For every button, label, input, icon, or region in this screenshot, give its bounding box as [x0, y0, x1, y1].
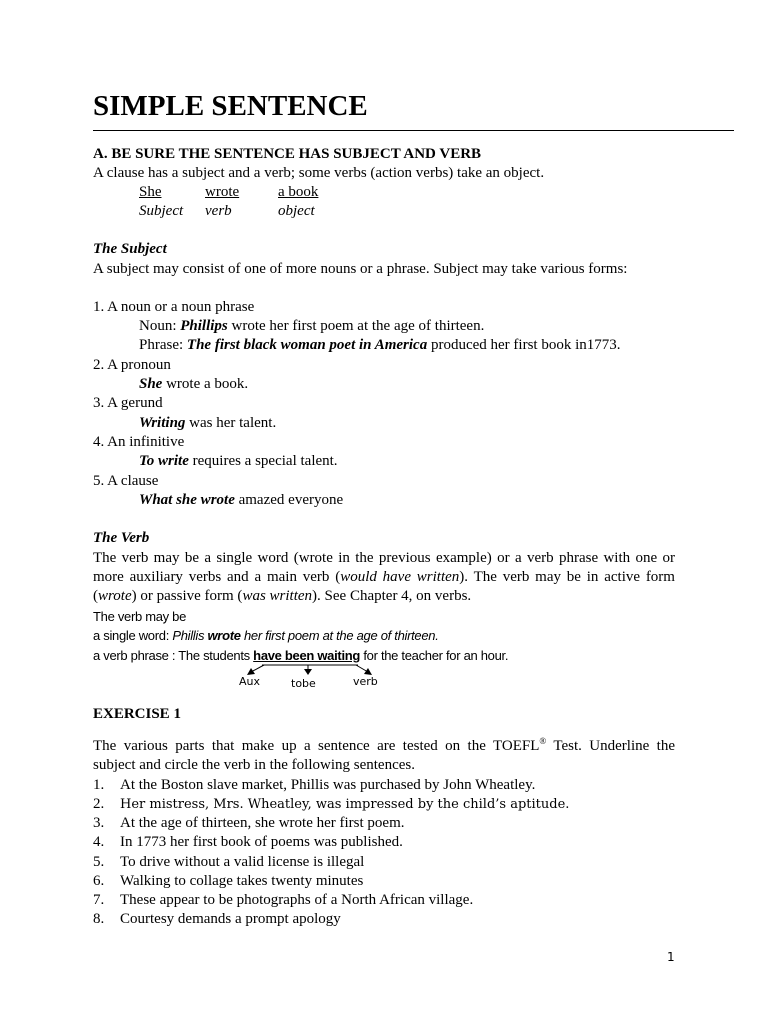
verb-paragraph-line: (wrote) or passive form (was written). See Chapter 4, on verbs. — [93, 588, 472, 604]
subject-form-label: 1. A noun or a noun phrase — [93, 299, 255, 315]
exercise-intro-line: subject and circle the verb in the following sentences. — [93, 757, 415, 773]
example-word-subject: She — [139, 184, 162, 200]
example-role-subject: Subject — [139, 203, 184, 219]
subject-intro: A subject may consist of one of more nouns or a phrase. Subject may take various forms: — [93, 261, 628, 277]
exercise-item: 2. Her mistress, Mrs. Wheatley, was impressed by the child’s aptitude. — [93, 796, 570, 812]
subject-form-label: 2. A pronoun — [93, 357, 171, 373]
example-word-verb: wrote — [205, 184, 240, 200]
annotation-tobe: tobe — [291, 677, 316, 690]
subject-example-clause: What she wrote amazed everyone — [139, 492, 344, 508]
subject-example-phrase: Phrase: The first black woman poet in America produced her first book in1773. — [139, 337, 621, 353]
exercise-item: 6. Walking to collage takes twenty minutes — [93, 873, 364, 889]
page-title: SIMPLE SENTENCE — [93, 90, 368, 122]
example-word-object: a book — [278, 184, 319, 200]
example-role-object: object — [278, 203, 315, 219]
exercise-intro-line: The various parts that make up a sentence are tested on the TOEFL® Test. Underline the — [93, 736, 675, 754]
exercise-heading: EXERCISE 1 — [93, 706, 181, 722]
verb-paragraph-line: more auxiliary verbs and a main verb (would have written). The verb may be in active form — [93, 569, 675, 585]
exercise-item: 5. To drive without a valid license is illegal — [93, 854, 365, 870]
exercise-item: 3. At the age of thirteen, she wrote her first poem. — [93, 815, 405, 831]
verb-paragraph-line: The verb may be a single word (wrote in the previous example) or a verb phrase with one or — [93, 550, 675, 566]
subject-form-label: 5. A clause — [93, 473, 159, 489]
verb-note-line: The verb may be — [93, 609, 187, 624]
exercise-item: 8. Courtesy demands a prompt apology — [93, 911, 341, 927]
example-role-verb: verb — [205, 203, 232, 219]
verb-note-line: a verb phrase : The students have been waiting for the teacher for an hour. — [93, 648, 509, 663]
subject-heading: The Subject — [93, 241, 167, 257]
annotation-aux: Aux — [239, 675, 261, 688]
verb-heading: The Verb — [93, 530, 150, 546]
subject-example-gerund: Writing was her talent. — [139, 415, 277, 431]
page-number: 1 — [667, 950, 675, 964]
section-a-heading: A. BE SURE THE SENTENCE HAS SUBJECT AND VERB — [93, 146, 482, 162]
exercise-item: 7. These appear to be photographs of a North African village. — [93, 892, 474, 908]
annotation-verb: verb — [353, 675, 378, 688]
subject-form-label: 4. An infinitive — [93, 434, 185, 450]
subject-example-infinitive: To write requires a special talent. — [139, 453, 338, 469]
subject-example-pronoun: She wrote a book. — [139, 376, 249, 392]
verb-note-line: a single word: Phillis wrote her first poem at the age of thirteen. — [93, 628, 439, 643]
subject-example-noun: Noun: Phillips wrote her first poem at the age of thirteen. — [139, 318, 485, 334]
section-a-intro: A clause has a subject and a verb; some verbs (action verbs) take an object. — [93, 165, 545, 181]
exercise-item: 1. At the Boston slave market, Phillis was purchased by John Wheatley. — [93, 777, 536, 793]
subject-form-label: 3. A gerund — [93, 395, 163, 411]
exercise-item: 4. In 1773 her first book of poems was published. — [93, 834, 403, 850]
